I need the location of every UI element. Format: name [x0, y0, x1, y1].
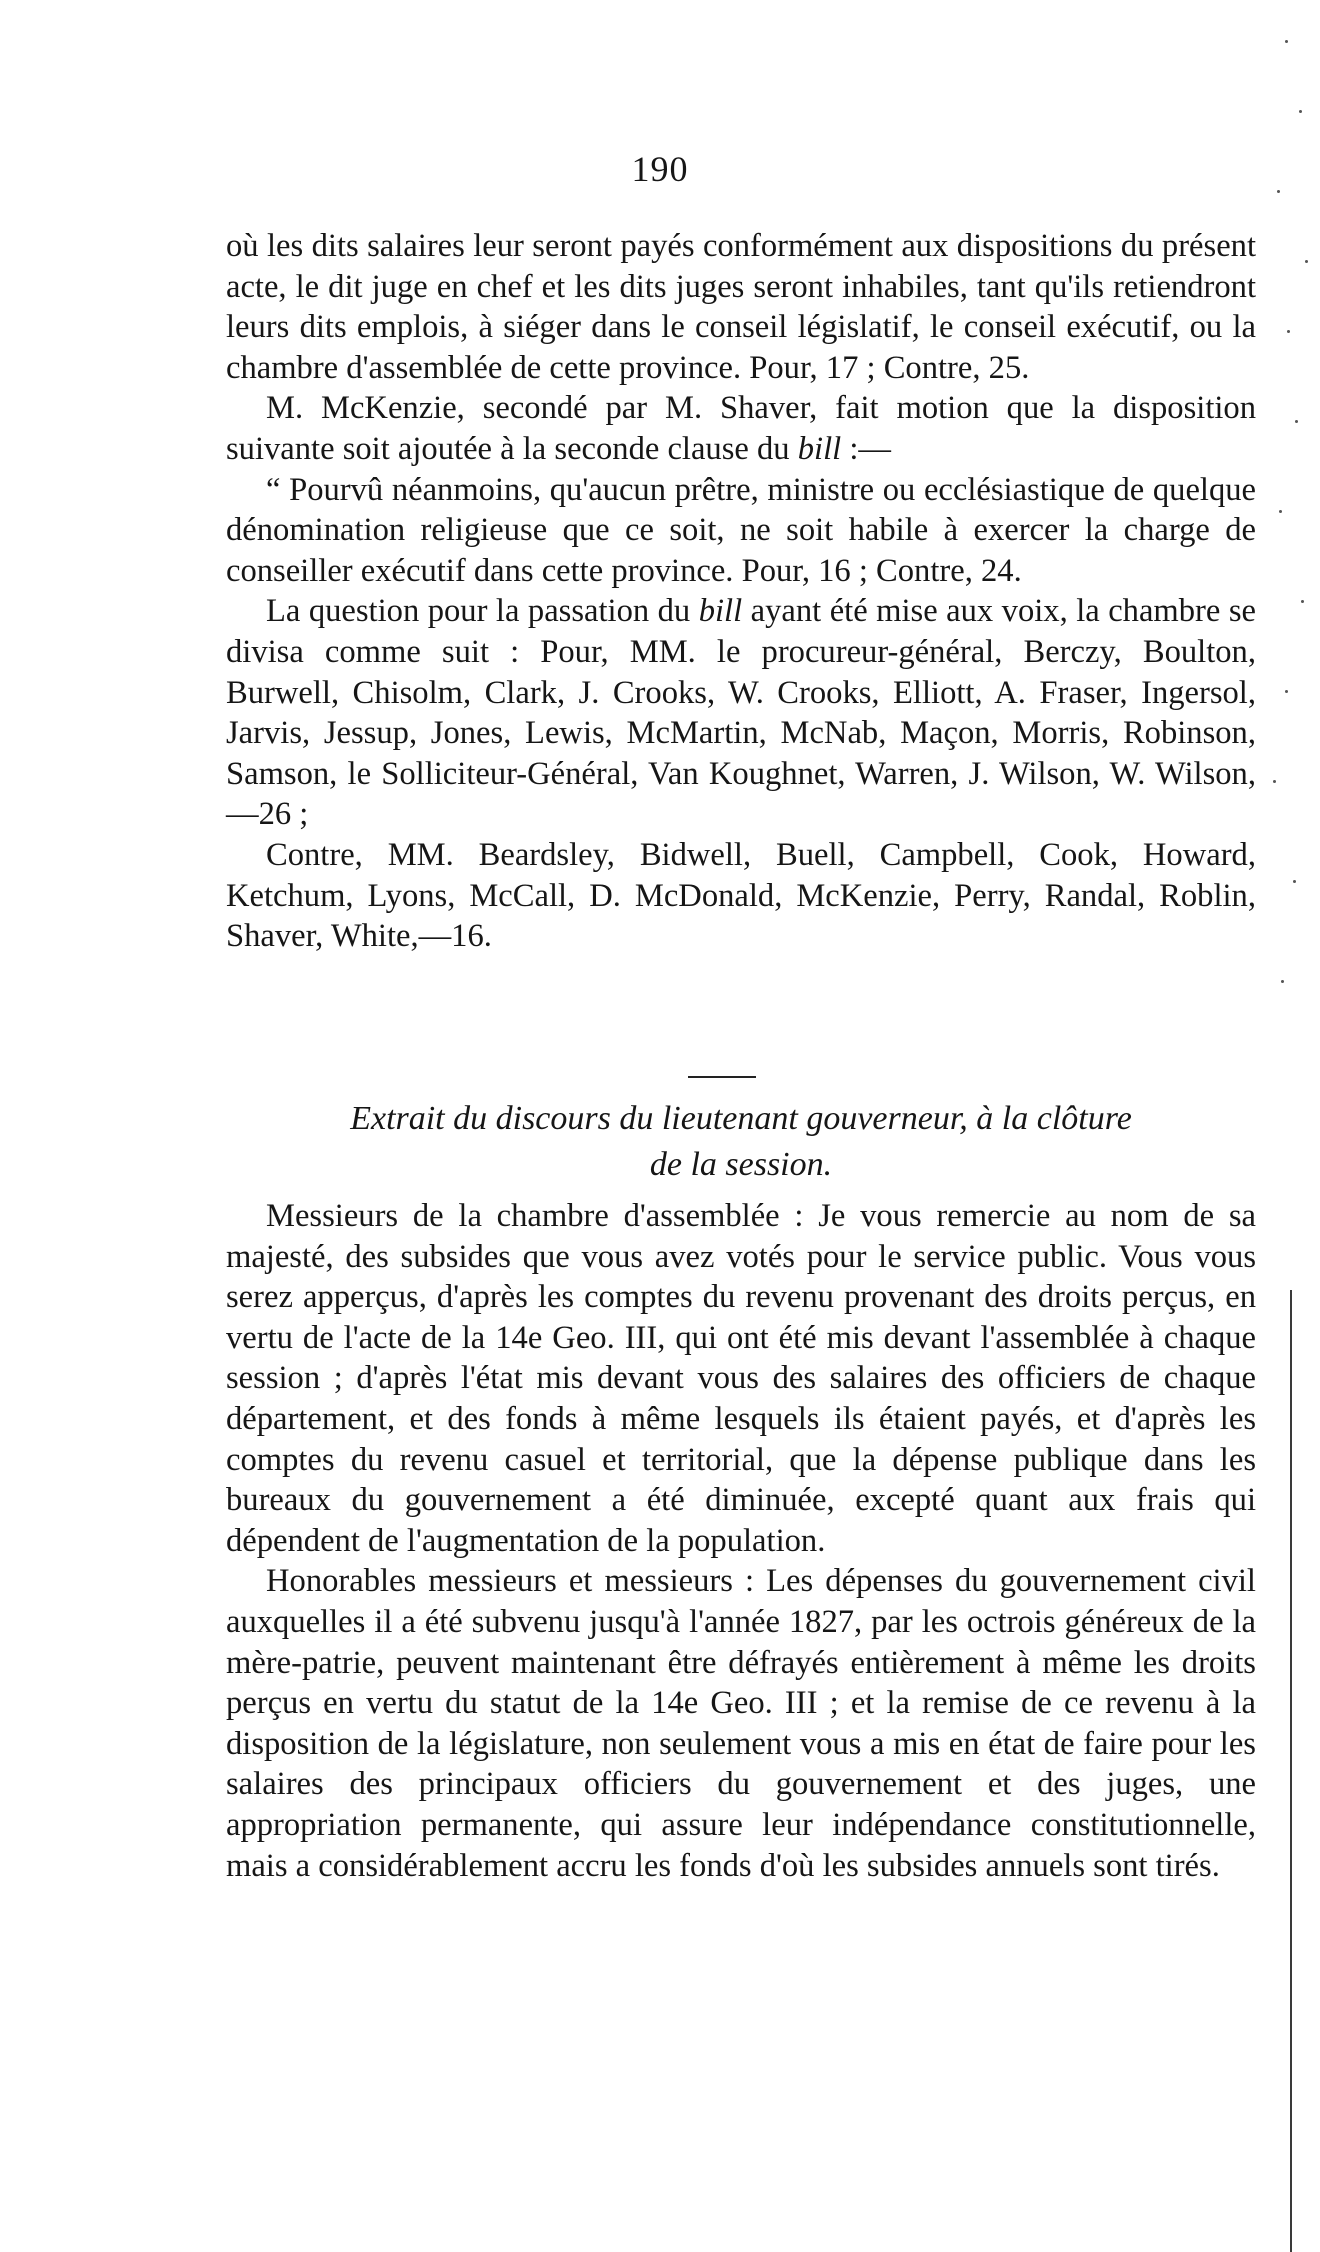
- paragraph-quoted-proviso: “ Pourvû néanmoins, qu'aucun prêtre, ministre ou ecclésiastique de quelque dénomination religieuse que ce soit, ne soit habile à exercer la charge de conseiller exécutif dans cette province. Pour, 16 ; Contre, 24.: [226, 471, 1256, 589]
- mckenzie-motion-end: :—: [841, 430, 891, 467]
- paragraph-honorables: Honorables messieurs et messieurs : Les dépenses du gouvernement civil auxquelles il a été subvenu jusqu'à l'année 1827, par les octrois généreux de la mère-patrie, peuvent maintenant être défrayés entièrement à même les droits perçus en vertu du statut de la 14e Geo. III ; et la remise de ce revenu à la disposition de la législature, non seulement vous a mis en état de faire pour les salaires des principaux officiers du gouvernement et des juges, une appropriation permanente, qui assure leur indépendance constitutionnelle, mais a considérablement accru les fonds d'où les subsides annuels sont tirés.: [226, 1563, 1256, 1884]
- paragraph-messieurs: Messieurs de la chambre d'assemblée : Je vous remercie au nom de sa majesté, des subsides que vous avez votés pour le service public. Vous vous serez apperçus, d'après les comptes du revenu provenant des droits perçus, en vertu de l'acte de la 14e Geo. III, qui ont été mis devant l'assemblée à chaque session ; d'après l'état mis devant vous des salaires des officiers de chaque département, et des fonds à même lesquels ils étaient payés, et d'après les comptes du revenu casuel et territorial, que la dépense publique dans les bureaux du gouvernement a été diminuée, excepté quant aux frais qui dépendent de l'augmentation de la population.: [226, 1198, 1256, 1559]
- heading-line-1: Extrait du discours du lieutenant gouverneur, à la clôture: [350, 1100, 1132, 1137]
- vote-record-section: [226, 226, 1256, 957]
- page-number: 190: [631, 149, 689, 189]
- page-edge-line: [1290, 1290, 1292, 2252]
- question-text-start: La question pour la passation du: [266, 593, 699, 630]
- heading-line-2: de la session.: [649, 1146, 833, 1183]
- question-text-rest: ayant été mise aux voix, la chambre se divisa comme suit : Pour, MM. le procureur-général, Berczy, Boulton, Burwell, Chisolm, Clark, J. Crooks, W. Crooks, Elliott, A. Fraser, Ingersol, Jarvis, Jessup, Jones, Lewis, McMartin, McNab, Maçon, Morris, Robinson, Samson, le Solliciteur-Général, Van Koughnet, Warren, J. Wilson, W. Wilson,—26 ;: [226, 593, 1256, 833]
- bill-word-2: bill: [698, 593, 743, 630]
- paragraph-mckenzie-motion: [226, 388, 1256, 469]
- paragraph-question-passage: [226, 591, 1256, 835]
- bill-word: bill: [797, 430, 842, 467]
- section-divider: [688, 1076, 756, 1078]
- speech-section: [226, 1196, 1256, 1886]
- paragraph-judges-ineligible: où les dits salaires leur seront payés conformément aux dispositions du présent acte, le dit juge en chef et les dits juges seront inhabiles, tant qu'ils retiendront leurs dits emplois, à siéger dans le conseil législatif, le conseil exécutif, ou la chambre d'assemblée de cette province. Pour, 17 ; Contre, 25.: [226, 228, 1256, 386]
- page-edge-specks: [1265, 0, 1320, 1300]
- mckenzie-motion-text: M. McKenzie, secondé par M. Shaver, fait motion que la disposition suivante soit ajoutée à la seconde clause du: [226, 390, 1256, 467]
- paragraph-contre-list: Contre, MM. Beardsley, Bidwell, Buell, Campbell, Cook, Howard, Ketchum, Lyons, McCall, D. McDonald, McKenzie, Perry, Randal, Roblin, Shaver, White,—16.: [226, 836, 1256, 955]
- section-heading: [226, 1096, 1256, 1188]
